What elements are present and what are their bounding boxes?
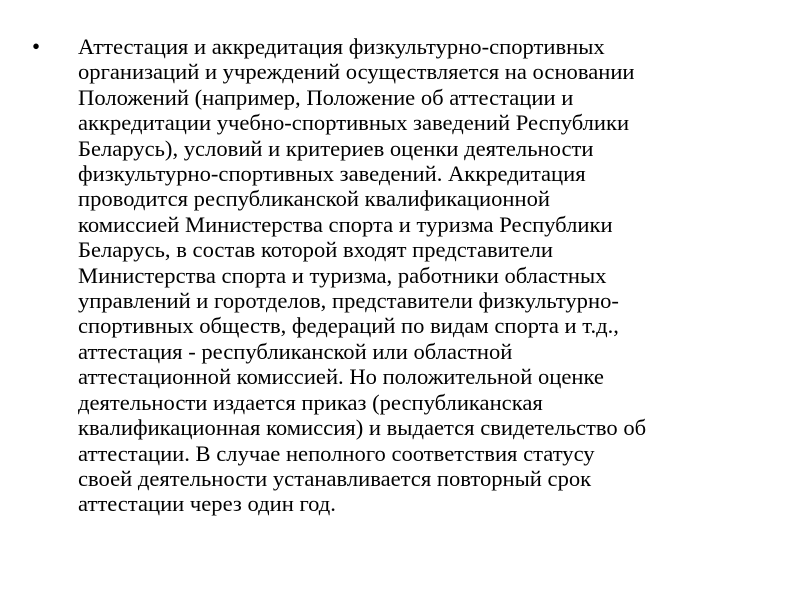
bullet-item: [30, 34, 770, 517]
bullet-list: [30, 34, 770, 517]
bullet-marker: •: [32, 34, 41, 59]
bullet-paragraph: Аттестация и аккредитация физкультурно-спортивных организаций и учреждений осуществляется на основании Положений (например, Положение об аттестации и аккредитации учебно-спортивных заведений Республики Беларусь), условий и критериев оценки деятельности физкультурно-спортивных заведений. Аккредитация проводится республиканской квалификационной комиссией Министерства спорта и туризма Республики Беларусь, в состав которой входят представители Министерства спорта и туризма, работники областных управлений и горотделов, представители физкультурно- спортивных обществ, федераций по видам спорта и т.д., аттестация - республиканской или областной аттестационной комиссией. Но положительной оценке деятельности издается приказ (республиканская квалификационная комиссия) и выдается свидетельство об аттестации. В случае неполного соответствия статусу своей деятельности устанавливается повторный срок аттестации через один год.: [78, 34, 647, 517]
